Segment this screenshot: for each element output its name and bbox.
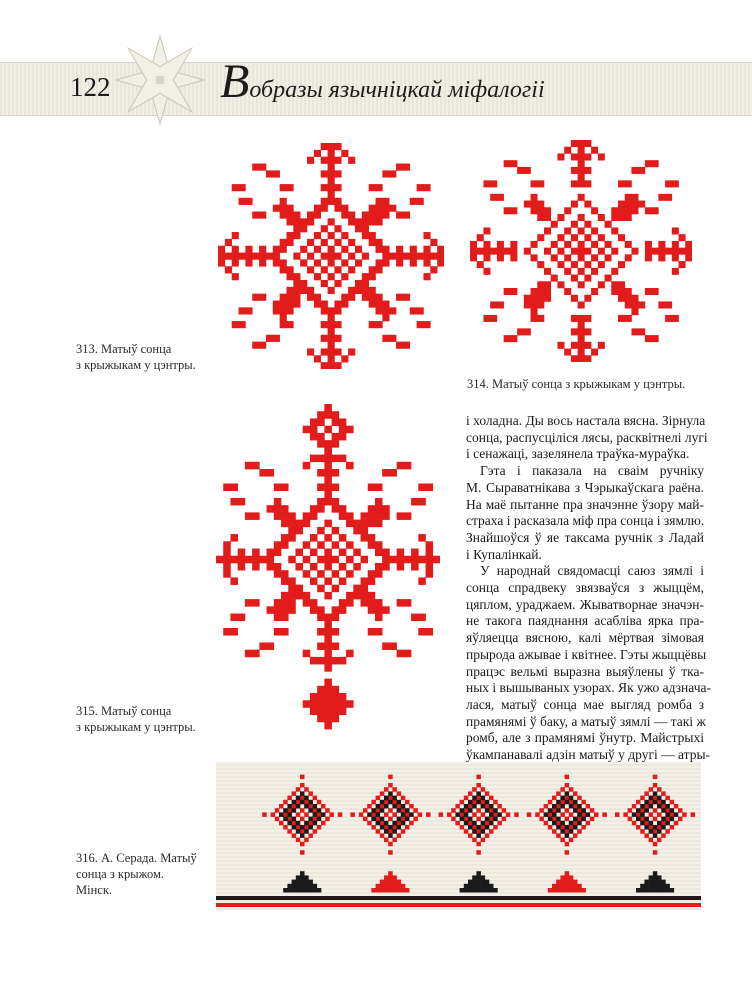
eight-point-star-ornament (112, 32, 208, 128)
caption-316 (76, 850, 197, 898)
motif-314-stitches (470, 140, 692, 362)
motif-315-stitches (216, 404, 440, 729)
text-line: сонца спрадвеку звязваўся з жыццём, (466, 580, 704, 596)
caption-line: 313. Матыў сонца (76, 342, 172, 356)
text-line: і холадна. Ды вось настала вясна. Зірнула (466, 413, 706, 428)
caption-315 (76, 703, 196, 735)
motif-315-sun-with-cross (216, 404, 440, 730)
caption-line: 314. Матыў сонца з крыжыкам у цэнтры. (467, 377, 686, 391)
title-initial: В (220, 55, 250, 108)
caption-line: сонца з крыжом. (76, 867, 165, 881)
text-line: На маё пытанне пра значэнне ўзору май- (466, 496, 704, 512)
band-sun-4 (527, 775, 607, 855)
text-line: працэс вельмі выразна выяўлены ў тка- (466, 663, 704, 679)
caption-line: з крыжыкам у цэнтры. (76, 720, 196, 734)
embroidered-band-316 (216, 762, 701, 910)
text-line: прамянямі ў баку, а матыў зямлі — такі ж (466, 713, 706, 729)
text-line: яўляецца вясною, калі мёртвая зімовая (466, 630, 704, 646)
motif-313-stitches (218, 143, 444, 369)
motif-313-sun-with-cross (218, 143, 444, 369)
body-text (466, 413, 711, 764)
band-triangle-2 (371, 871, 409, 892)
motif-314-sun-with-cross (470, 140, 692, 362)
band-sun-5 (615, 775, 695, 855)
band-triangle-5 (636, 871, 674, 892)
text-line: прырода ажывае і квітнее. Гэты жыццёвы (466, 646, 707, 662)
page-number: 122 (70, 72, 111, 102)
caption-314 (467, 376, 685, 392)
caption-line: 315. Матыў сонца (76, 704, 172, 718)
band-ornament (216, 762, 701, 910)
text-line: ўкампанавалі адзін матыў у другі — атры- (466, 747, 711, 763)
text-line: ных і вышываных узорах. Як ужо адзнача- (466, 680, 711, 696)
band-sun-3 (439, 775, 519, 855)
band-triangle-1 (283, 871, 321, 892)
text-line: страха і расказала міф пра сонца і зямлю. (466, 513, 705, 529)
caption-line: 316. А. Серада. Матыў (76, 851, 197, 865)
band-sun-2 (350, 775, 430, 855)
band-sun-1 (262, 775, 342, 855)
text-line: сонца, распусціліся лясы, расквітнелі лугі (466, 429, 708, 445)
band-triangle-4 (548, 871, 586, 892)
text-line: і Купалінкай. (466, 546, 542, 562)
caption-line: Мінск. (76, 883, 113, 897)
text-line: Знайшоўся ў яе таксама ручнік з Ладай (466, 529, 704, 545)
text-line: цяплом, ураджаем. Жыватворнае значэн- (466, 596, 704, 612)
text-line: і сенажаці, зазелянела траўка-мураўка. (466, 446, 690, 462)
text-line: ромб, але з прамянямі ўнутр. Майстрыхі (466, 730, 704, 746)
text-line: М. Сыраватнікава з Чэрыкаўскага раёна. (466, 479, 704, 495)
caption-313 (76, 341, 196, 373)
text-line: Гэта і паказала на сваім ручніку (480, 463, 704, 479)
band-border-black (216, 896, 701, 900)
text-line: лася, матыў сонца мае выгляд ромба з (466, 696, 704, 712)
title-rest: образы язычніцкай міфалогіі (249, 77, 545, 103)
band-border-red (216, 903, 701, 907)
caption-line: з крыжыкам у цэнтры. (76, 358, 196, 372)
text-line: У народнай свядомасці саюз зямлі і (480, 563, 704, 579)
text-line: не такога паяднання асабліва ярка пра- (466, 613, 704, 629)
band-triangle-3 (460, 871, 498, 892)
page-title (220, 55, 545, 108)
